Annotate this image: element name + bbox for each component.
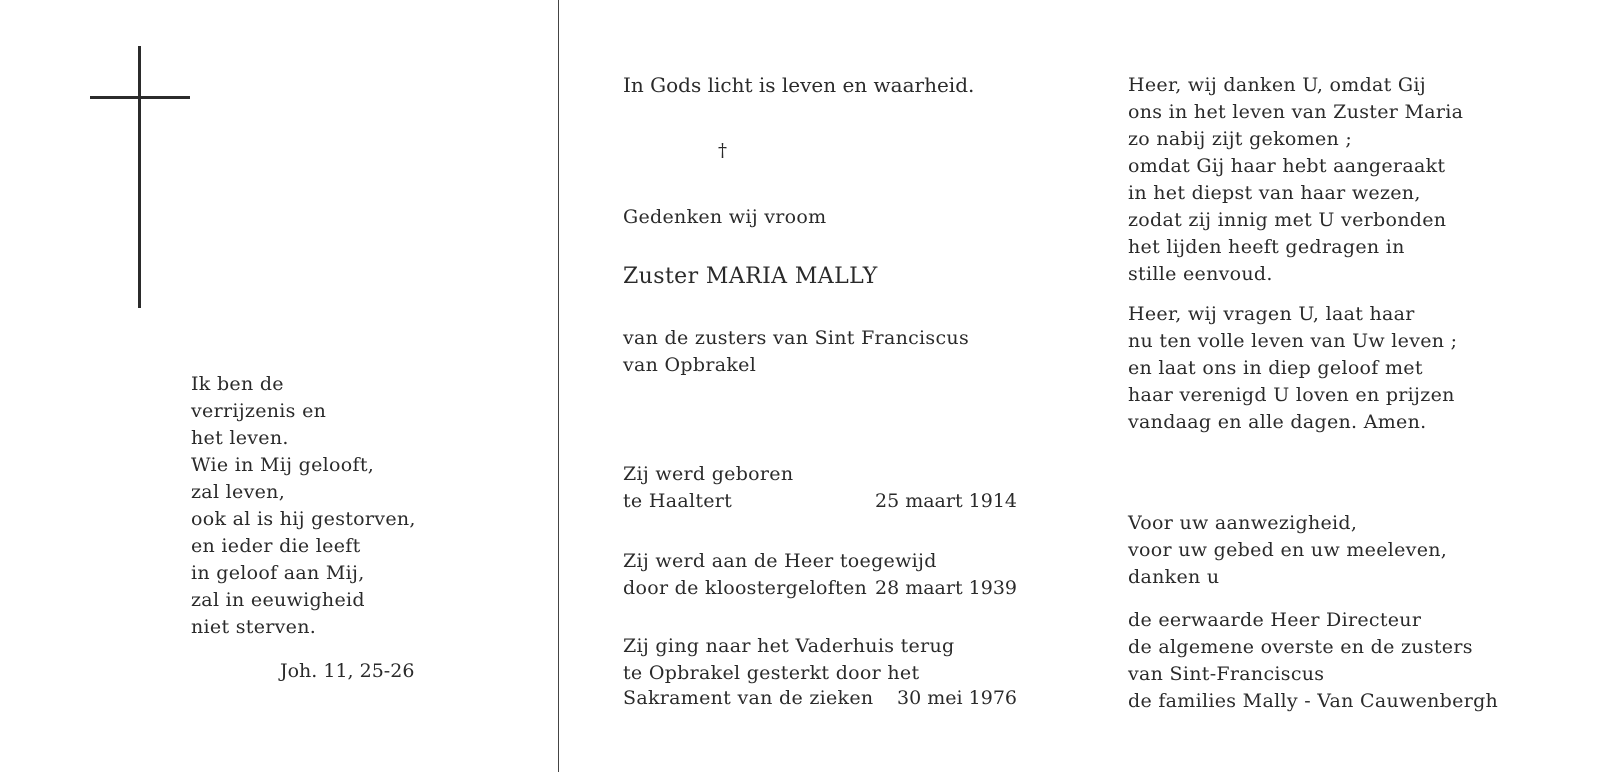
prayer-line: omdat Gij haar hebt aangeraakt [1128, 155, 1446, 177]
prayer-line: zodat zij innig met U verbonden [1128, 209, 1447, 231]
scripture-reference: Joh. 11, 25-26 [280, 660, 415, 682]
thanks-line: Voor uw aanwezigheid, [1128, 512, 1358, 534]
verse-line: Wie in Mij gelooft, [191, 454, 375, 476]
prayer-line: stille eenvoud. [1128, 263, 1273, 285]
prayer-line: Heer, wij vragen U, laat haar [1128, 303, 1415, 325]
order-text [623, 325, 969, 379]
order-line: van Opbrakel [623, 354, 757, 376]
verse-line: en ieder die leeft [191, 535, 361, 557]
death-line: te Opbrakel gesterkt door het [623, 662, 920, 684]
remember-text: Gedenken wij vroom [623, 206, 827, 228]
verse-line: Ik ben de [191, 373, 284, 395]
verse-line: ook al is hij gestorven, [191, 508, 416, 530]
prayer-line: ons in het leven van Zuster Maria [1128, 101, 1464, 123]
prayer-line: haar verenigd U loven en prijzen [1128, 384, 1455, 406]
deceased-name: Zuster MARIA MALLY [623, 264, 878, 289]
order-line: van de zusters van Sint Franciscus [623, 327, 970, 349]
thanks-text [1128, 510, 1447, 591]
fold-line [558, 0, 559, 772]
thanks-line: voor uw gebed en uw meeleven, [1128, 539, 1448, 561]
verse-line: niet sterven. [191, 616, 317, 638]
signer-line: de eerwaarde Heer Directeur [1128, 609, 1422, 631]
prayer-thanks [1128, 72, 1463, 288]
thanks-line: danken u [1128, 566, 1220, 588]
signer-line: de families Mally - Van Cauwenbergh [1128, 690, 1499, 712]
death-line: Zij ging naar het Vaderhuis terug [623, 635, 955, 657]
death-text [623, 633, 954, 687]
prayer-ask [1128, 301, 1457, 436]
heading-text: In Gods licht is leven en waarheid. [623, 73, 975, 97]
prayer-line: nu ten volle leven van Uw leven ; [1128, 330, 1458, 352]
signer-line: van Sint-Franciscus [1128, 663, 1325, 685]
small-cross-icon: † [718, 140, 727, 161]
cross-icon-bar [90, 96, 190, 99]
verse-line: in geloof aan Mij, [191, 562, 365, 584]
prayer-line: Heer, wij danken U, omdat Gij [1128, 74, 1426, 96]
verse-line: zal leven, [191, 481, 286, 503]
vows-text: Zij werd aan de Heer toegewijd [623, 550, 937, 572]
death-date: 30 mei 1976 [897, 687, 1017, 709]
vows-date: 28 maart 1939 [875, 577, 1017, 599]
born-date: 25 maart 1914 [875, 490, 1017, 512]
signers [1128, 607, 1498, 715]
verse-line: zal in eeuwigheid [191, 589, 365, 611]
born-text: Zij werd geboren [623, 463, 794, 485]
verse-line: verrijzenis en [191, 400, 327, 422]
cross-icon [138, 46, 141, 308]
prayer-line: in het diepst van haar wezen, [1128, 182, 1421, 204]
death-last-line: Sakrament van de zieken [623, 687, 874, 709]
prayer-line: en laat ons in diep geloof met [1128, 357, 1423, 379]
vows-place: door de kloostergeloften [623, 577, 868, 599]
verse-line: het leven. [191, 427, 289, 449]
signer-line: de algemene overste en de zusters [1128, 636, 1473, 658]
prayer-line: zo nabij zijt gekomen ; [1128, 128, 1353, 150]
scripture-verse [191, 371, 416, 641]
prayer-line: het lijden heeft gedragen in [1128, 236, 1405, 258]
born-place: te Haaltert [623, 490, 733, 512]
prayer-line: vandaag en alle dagen. Amen. [1128, 411, 1427, 433]
